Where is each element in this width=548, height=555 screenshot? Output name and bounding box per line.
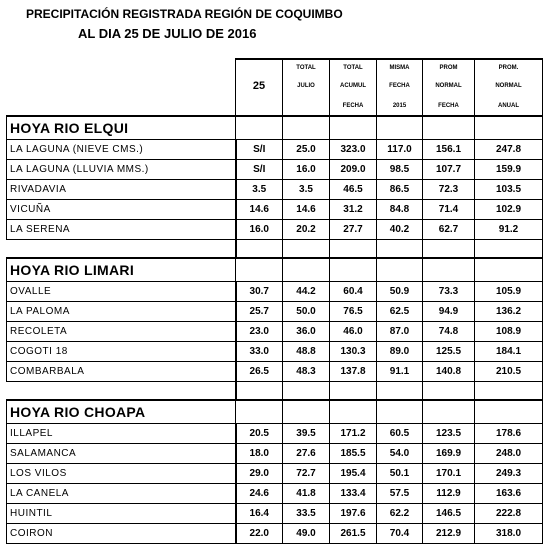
- value-cell: 74.8: [423, 322, 475, 342]
- value-cell: 14.6: [283, 200, 330, 220]
- empty-cell: [423, 116, 475, 140]
- gap-cell: [283, 382, 330, 401]
- table-row: [7, 362, 543, 382]
- value-cell: 44.2: [283, 282, 330, 302]
- header-prom-fecha-1: PROM: [423, 59, 475, 76]
- station-name: LOS VILOS: [7, 464, 236, 484]
- value-cell: 23.0: [236, 322, 283, 342]
- gap-cell: [377, 382, 423, 401]
- value-cell: 72.3: [423, 180, 475, 200]
- value-cell: 3.5: [283, 180, 330, 200]
- value-cell: S/I: [236, 160, 283, 180]
- value-cell: 163.6: [475, 484, 543, 504]
- gap-cell: [423, 240, 475, 259]
- value-cell: 159.9: [475, 160, 543, 180]
- value-cell: 60.5: [377, 424, 423, 444]
- value-cell: 72.7: [283, 464, 330, 484]
- station-name: OVALLE: [7, 282, 236, 302]
- header-total-acum-3: FECHA: [330, 96, 377, 116]
- value-cell: 16.4: [236, 504, 283, 524]
- header-misma-fecha-3: 2015: [377, 96, 423, 116]
- table-row: [7, 220, 543, 240]
- value-cell: 91.1: [377, 362, 423, 382]
- value-cell: 54.0: [377, 444, 423, 464]
- empty-cell: [377, 400, 423, 424]
- table-row: [7, 160, 543, 180]
- value-cell: 41.8: [283, 484, 330, 504]
- value-cell: 20.2: [283, 220, 330, 240]
- station-name: VICUÑA: [7, 200, 236, 220]
- value-cell: 86.5: [377, 180, 423, 200]
- value-cell: 170.1: [423, 464, 475, 484]
- value-cell: 146.5: [423, 504, 475, 524]
- value-cell: 84.8: [377, 200, 423, 220]
- value-cell: 98.5: [377, 160, 423, 180]
- section-title: HOYA RIO ELQUI: [7, 116, 236, 140]
- station-name: LA LAGUNA (NIEVE CMS.): [7, 140, 236, 160]
- section-gap: [7, 382, 543, 401]
- header-misma-fecha-1: MISMA: [377, 59, 423, 76]
- section-header-row: [7, 400, 543, 424]
- value-cell: 22.0: [236, 524, 283, 544]
- gap-cell: [475, 382, 543, 401]
- empty-cell: [236, 258, 283, 282]
- table-row: [7, 524, 543, 544]
- value-cell: 248.0: [475, 444, 543, 464]
- header-prom-anual-2: NORMAL: [475, 76, 543, 96]
- value-cell: 112.9: [423, 484, 475, 504]
- value-cell: 323.0: [330, 140, 377, 160]
- empty-cell: [423, 258, 475, 282]
- value-cell: 125.5: [423, 342, 475, 362]
- empty-cell: [330, 258, 377, 282]
- station-name: LA PALOMA: [7, 302, 236, 322]
- gap-cell: [377, 240, 423, 259]
- value-cell: 212.9: [423, 524, 475, 544]
- value-cell: 249.3: [475, 464, 543, 484]
- table-row: [7, 322, 543, 342]
- empty-cell: [475, 258, 543, 282]
- table-row: [7, 140, 543, 160]
- station-name: COGOTI 18: [7, 342, 236, 362]
- value-cell: 62.5: [377, 302, 423, 322]
- empty-cell: [475, 400, 543, 424]
- header-misma-fecha-2: FECHA: [377, 76, 423, 96]
- value-cell: 103.5: [475, 180, 543, 200]
- empty-cell: [283, 116, 330, 140]
- empty-cell: [377, 116, 423, 140]
- header-day: 25: [236, 76, 283, 96]
- value-cell: 133.4: [330, 484, 377, 504]
- value-cell: 40.2: [377, 220, 423, 240]
- table-row: [7, 302, 543, 322]
- station-name: SALAMANCA: [7, 444, 236, 464]
- value-cell: 123.5: [423, 424, 475, 444]
- table-row: [7, 424, 543, 444]
- value-cell: 70.4: [377, 524, 423, 544]
- value-cell: 318.0: [475, 524, 543, 544]
- header-total-acum-1: TOTAL: [330, 59, 377, 76]
- value-cell: 3.5: [236, 180, 283, 200]
- value-cell: 30.7: [236, 282, 283, 302]
- value-cell: 156.1: [423, 140, 475, 160]
- value-cell: 76.5: [330, 302, 377, 322]
- empty-cell: [236, 400, 283, 424]
- report-title: PRECIPITACIÓN REGISTRADA REGIÓN DE COQUIMBO: [26, 7, 343, 21]
- station-name: LA SERENA: [7, 220, 236, 240]
- empty-cell: [475, 116, 543, 140]
- value-cell: 91.2: [475, 220, 543, 240]
- value-cell: 184.1: [475, 342, 543, 362]
- gap-cell: [283, 240, 330, 259]
- value-cell: 209.0: [330, 160, 377, 180]
- value-cell: 71.4: [423, 200, 475, 220]
- precipitation-table: [6, 58, 543, 544]
- header-row-2: [7, 76, 543, 96]
- station-name: COIRON: [7, 524, 236, 544]
- station-name: COMBARBALA: [7, 362, 236, 382]
- value-cell: 62.7: [423, 220, 475, 240]
- value-cell: 16.0: [283, 160, 330, 180]
- section-gap: [7, 240, 543, 259]
- header-prom-fecha-2: NORMAL: [423, 76, 475, 96]
- value-cell: 48.3: [283, 362, 330, 382]
- header-total-acum-2: ACUMUL: [330, 76, 377, 96]
- table-row: [7, 444, 543, 464]
- value-cell: 108.9: [475, 322, 543, 342]
- value-cell: 50.0: [283, 302, 330, 322]
- value-cell: 140.8: [423, 362, 475, 382]
- value-cell: 171.2: [330, 424, 377, 444]
- table-row: [7, 200, 543, 220]
- gap-cell: [236, 382, 283, 401]
- value-cell: 94.9: [423, 302, 475, 322]
- header-row-3: [7, 96, 543, 116]
- value-cell: 29.0: [236, 464, 283, 484]
- value-cell: 46.5: [330, 180, 377, 200]
- station-name: LA CANELA: [7, 484, 236, 504]
- value-cell: 27.7: [330, 220, 377, 240]
- value-cell: 130.3: [330, 342, 377, 362]
- empty-cell: [423, 400, 475, 424]
- gap-cell: [7, 382, 236, 401]
- value-cell: 48.8: [283, 342, 330, 362]
- value-cell: 195.4: [330, 464, 377, 484]
- gap-cell: [236, 240, 283, 259]
- value-cell: 39.5: [283, 424, 330, 444]
- station-name: LA LAGUNA (LLUVIA MMS.): [7, 160, 236, 180]
- value-cell: 50.1: [377, 464, 423, 484]
- value-cell: 117.0: [377, 140, 423, 160]
- gap-cell: [423, 382, 475, 401]
- empty-cell: [236, 116, 283, 140]
- value-cell: 197.6: [330, 504, 377, 524]
- header-total-julio-2: JULIO: [283, 76, 330, 96]
- value-cell: 50.9: [377, 282, 423, 302]
- value-cell: 73.3: [423, 282, 475, 302]
- value-cell: 137.8: [330, 362, 377, 382]
- report-subtitle: AL DIA 25 DE JULIO DE 2016: [78, 26, 257, 41]
- header-prom-fecha-3: FECHA: [423, 96, 475, 116]
- table-row: [7, 484, 543, 504]
- header-prom-anual-1: PROM.: [475, 59, 543, 76]
- value-cell: 46.0: [330, 322, 377, 342]
- header-row-1: [7, 59, 543, 76]
- value-cell: 261.5: [330, 524, 377, 544]
- gap-cell: [475, 240, 543, 259]
- value-cell: 18.0: [236, 444, 283, 464]
- value-cell: 33.5: [283, 504, 330, 524]
- value-cell: 62.2: [377, 504, 423, 524]
- table-row: [7, 282, 543, 302]
- value-cell: 185.5: [330, 444, 377, 464]
- value-cell: 107.7: [423, 160, 475, 180]
- section-header-row: [7, 116, 543, 140]
- station-name: RIVADAVIA: [7, 180, 236, 200]
- empty-cell: [377, 258, 423, 282]
- header-prom-anual-3: ANUAL: [475, 96, 543, 116]
- value-cell: 210.5: [475, 362, 543, 382]
- empty-cell: [283, 400, 330, 424]
- table-row: [7, 180, 543, 200]
- value-cell: 31.2: [330, 200, 377, 220]
- table-row: [7, 342, 543, 362]
- value-cell: 16.0: [236, 220, 283, 240]
- header-total-julio-1: TOTAL: [283, 59, 330, 76]
- table-row: [7, 464, 543, 484]
- value-cell: 87.0: [377, 322, 423, 342]
- value-cell: 57.5: [377, 484, 423, 504]
- section-title: HOYA RIO CHOAPA: [7, 400, 236, 424]
- value-cell: 60.4: [330, 282, 377, 302]
- station-name: HUINTIL: [7, 504, 236, 524]
- gap-cell: [330, 382, 377, 401]
- gap-cell: [7, 240, 236, 259]
- value-cell: S/I: [236, 140, 283, 160]
- value-cell: 33.0: [236, 342, 283, 362]
- value-cell: 222.8: [475, 504, 543, 524]
- value-cell: 20.5: [236, 424, 283, 444]
- value-cell: 89.0: [377, 342, 423, 362]
- station-name: RECOLETA: [7, 322, 236, 342]
- value-cell: 105.9: [475, 282, 543, 302]
- value-cell: 26.5: [236, 362, 283, 382]
- value-cell: 24.6: [236, 484, 283, 504]
- empty-cell: [330, 400, 377, 424]
- empty-cell: [283, 258, 330, 282]
- value-cell: 49.0: [283, 524, 330, 544]
- section-title: HOYA RIO LIMARI: [7, 258, 236, 282]
- value-cell: 14.6: [236, 200, 283, 220]
- value-cell: 169.9: [423, 444, 475, 464]
- gap-cell: [330, 240, 377, 259]
- value-cell: 178.6: [475, 424, 543, 444]
- empty-cell: [330, 116, 377, 140]
- value-cell: 102.9: [475, 200, 543, 220]
- value-cell: 25.7: [236, 302, 283, 322]
- value-cell: 25.0: [283, 140, 330, 160]
- value-cell: 36.0: [283, 322, 330, 342]
- section-header-row: [7, 258, 543, 282]
- value-cell: 27.6: [283, 444, 330, 464]
- value-cell: 247.8: [475, 140, 543, 160]
- station-name: ILLAPEL: [7, 424, 236, 444]
- table-row: [7, 504, 543, 524]
- value-cell: 136.2: [475, 302, 543, 322]
